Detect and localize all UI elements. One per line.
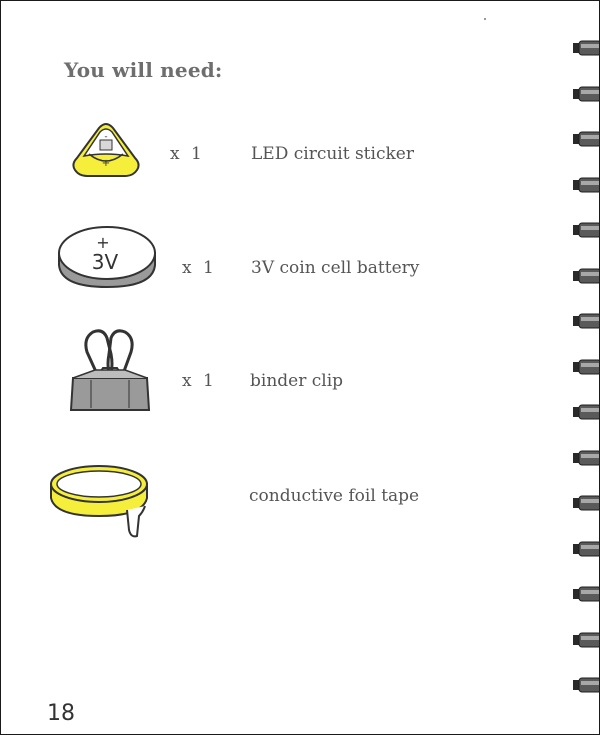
spiral-coil: [567, 130, 600, 148]
spiral-coil: [567, 312, 600, 330]
spiral-coil: [567, 494, 600, 512]
section-heading: You will need:: [64, 58, 223, 82]
foil-tape-label: conductive foil tape: [249, 486, 420, 506]
battery-label: 3V coin cell battery: [251, 258, 420, 278]
spiral-coil: [567, 540, 600, 558]
led-sticker-icon: [67, 118, 145, 182]
spiral-coil: [567, 631, 600, 649]
led-sticker-quantity: x 1: [170, 144, 205, 164]
spiral-coil: [567, 449, 600, 467]
spiral-coil: [567, 176, 600, 194]
binder-clip-quantity: x 1: [182, 371, 217, 391]
spiral-coil: [567, 267, 600, 285]
spiral-binding: [567, 31, 600, 711]
spiral-coil: [567, 676, 600, 694]
led-minus-sign: -: [104, 132, 108, 142]
spiral-coil: [567, 358, 600, 376]
page-number: 18: [47, 701, 75, 726]
binder-clip-icon: [65, 324, 155, 418]
led-sticker-label: LED circuit sticker: [251, 144, 414, 164]
spiral-coil: [567, 585, 600, 603]
led-plus-sign: +: [101, 158, 111, 169]
battery-quantity: x 1: [182, 258, 217, 278]
spiral-coil: [567, 221, 600, 239]
spiral-coil: [567, 39, 600, 57]
print-speck: [484, 18, 486, 20]
binder-clip-label: binder clip: [250, 371, 344, 391]
spiral-coil: [567, 403, 600, 421]
spiral-coil: [567, 85, 600, 103]
coin-battery-icon: [55, 223, 159, 293]
battery-voltage-text: 3V: [91, 250, 119, 274]
battery-plus-sign: +: [96, 233, 110, 252]
foil-tape-icon: [45, 456, 153, 540]
